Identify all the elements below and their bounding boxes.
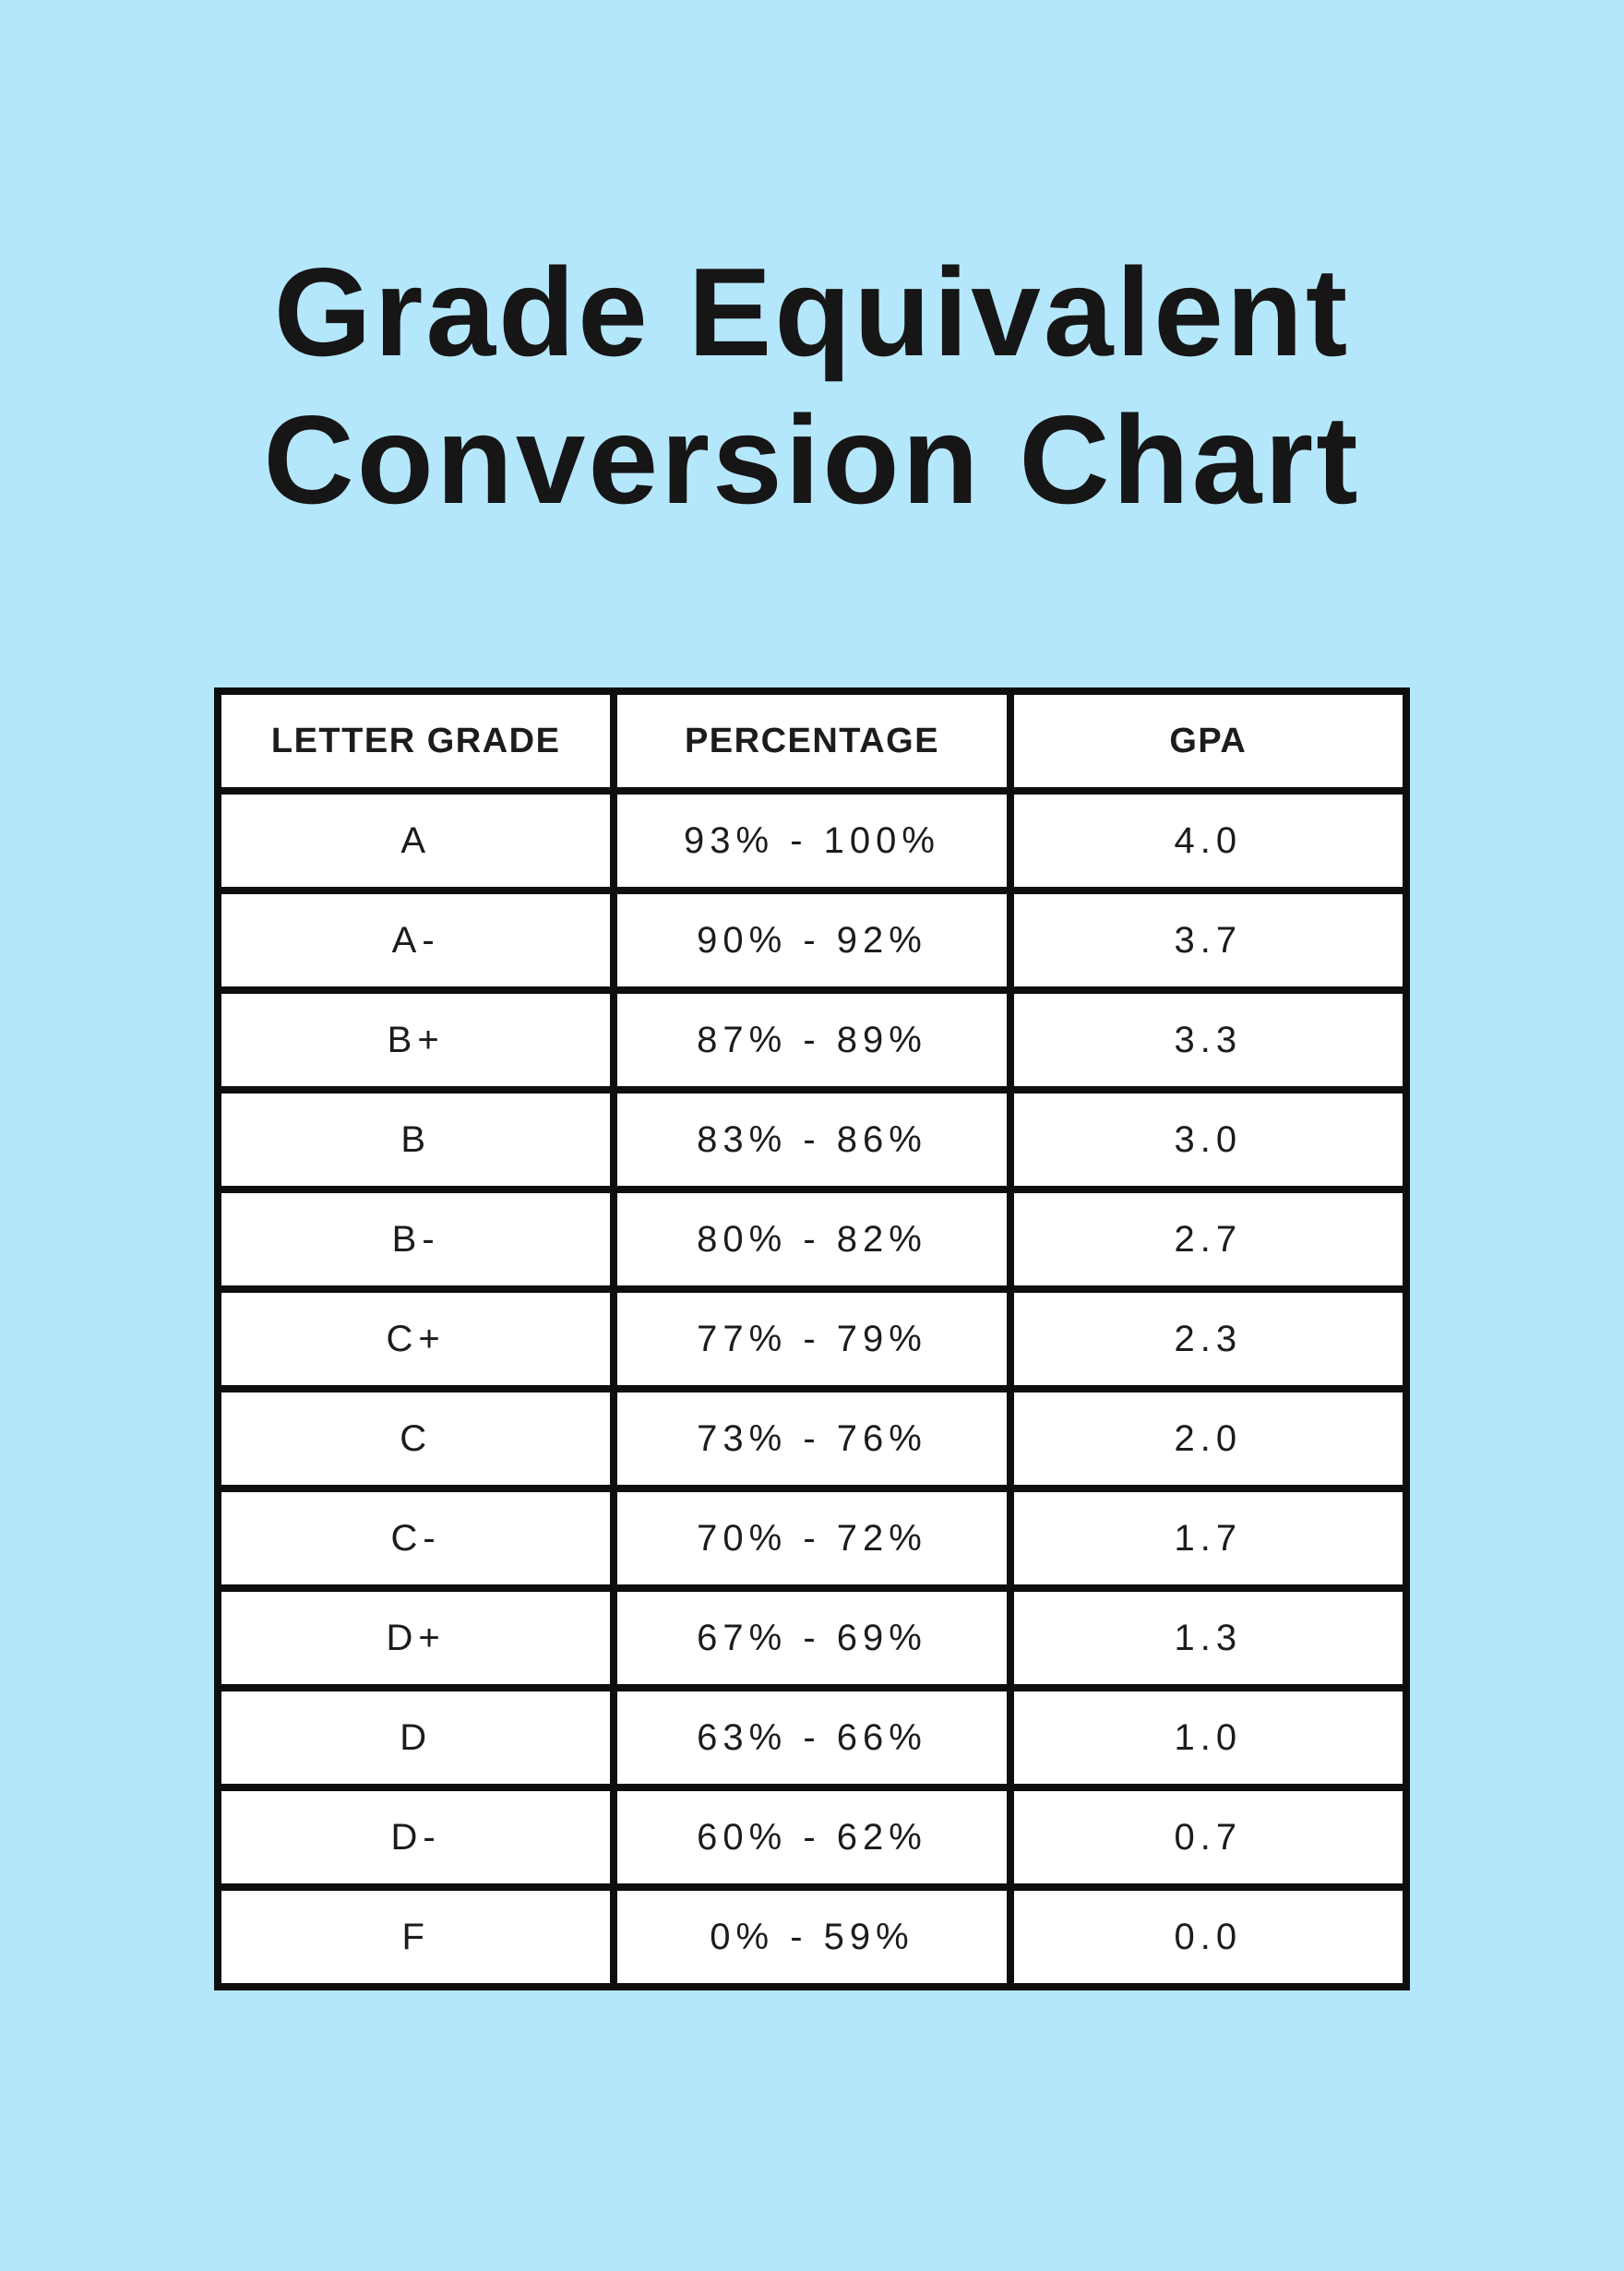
letter-grade-cell: C+ — [218, 1289, 614, 1389]
table-row — [218, 1488, 1406, 1588]
table-row — [218, 1688, 1406, 1787]
percentage-cell: 70% - 72% — [614, 1488, 1009, 1588]
page-title-line-1: Grade Equivalent — [273, 242, 1351, 382]
letter-grade-cell: A — [218, 791, 614, 890]
table-row — [218, 1189, 1406, 1289]
letter-grade-cell: B- — [218, 1189, 614, 1289]
table-row — [218, 1887, 1406, 1987]
gpa-cell: 3.0 — [1010, 1090, 1406, 1189]
gpa-cell: 2.0 — [1010, 1389, 1406, 1488]
table-row — [218, 791, 1406, 890]
gpa-cell: 1.7 — [1010, 1488, 1406, 1588]
gpa-cell: 0.0 — [1010, 1887, 1406, 1987]
gpa-cell: 0.7 — [1010, 1787, 1406, 1887]
letter-grade-cell: D — [218, 1688, 614, 1787]
table-row — [218, 1389, 1406, 1488]
column-header-percentage: PERCENTAGE — [614, 691, 1009, 791]
percentage-cell: 67% - 69% — [614, 1588, 1009, 1688]
gpa-cell: 4.0 — [1010, 791, 1406, 890]
letter-grade-cell: C — [218, 1389, 614, 1488]
percentage-cell: 60% - 62% — [614, 1787, 1009, 1887]
table-body — [218, 791, 1406, 1987]
page-title — [0, 238, 1624, 533]
percentage-cell: 77% - 79% — [614, 1289, 1009, 1389]
gpa-cell: 1.0 — [1010, 1688, 1406, 1787]
percentage-cell: 0% - 59% — [614, 1887, 1009, 1987]
percentage-cell: 73% - 76% — [614, 1389, 1009, 1488]
percentage-cell: 63% - 66% — [614, 1688, 1009, 1787]
column-header-letter-grade: LETTER GRADE — [218, 691, 614, 791]
gpa-cell: 1.3 — [1010, 1588, 1406, 1688]
table-header — [218, 691, 1406, 791]
table-row — [218, 1289, 1406, 1389]
grade-conversion-table — [214, 687, 1410, 1990]
table-row — [218, 990, 1406, 1090]
table-row — [218, 1090, 1406, 1189]
letter-grade-cell: C- — [218, 1488, 614, 1588]
percentage-cell: 93% - 100% — [614, 791, 1009, 890]
table-header-row — [218, 691, 1406, 791]
letter-grade-cell: D- — [218, 1787, 614, 1887]
gpa-cell: 3.3 — [1010, 990, 1406, 1090]
percentage-cell: 80% - 82% — [614, 1189, 1009, 1289]
percentage-cell: 90% - 92% — [614, 890, 1009, 990]
percentage-cell: 83% - 86% — [614, 1090, 1009, 1189]
letter-grade-cell: B — [218, 1090, 614, 1189]
column-header-gpa: GPA — [1010, 691, 1406, 791]
letter-grade-cell: A- — [218, 890, 614, 990]
letter-grade-cell: D+ — [218, 1588, 614, 1688]
table-row — [218, 1787, 1406, 1887]
gpa-cell: 2.7 — [1010, 1189, 1406, 1289]
table-row — [218, 890, 1406, 990]
table-row — [218, 1588, 1406, 1688]
gpa-cell: 2.3 — [1010, 1289, 1406, 1389]
percentage-cell: 87% - 89% — [614, 990, 1009, 1090]
gpa-cell: 3.7 — [1010, 890, 1406, 990]
page-title-line-2: Conversion Chart — [263, 389, 1361, 530]
letter-grade-cell: F — [218, 1887, 614, 1987]
letter-grade-cell: B+ — [218, 990, 614, 1090]
